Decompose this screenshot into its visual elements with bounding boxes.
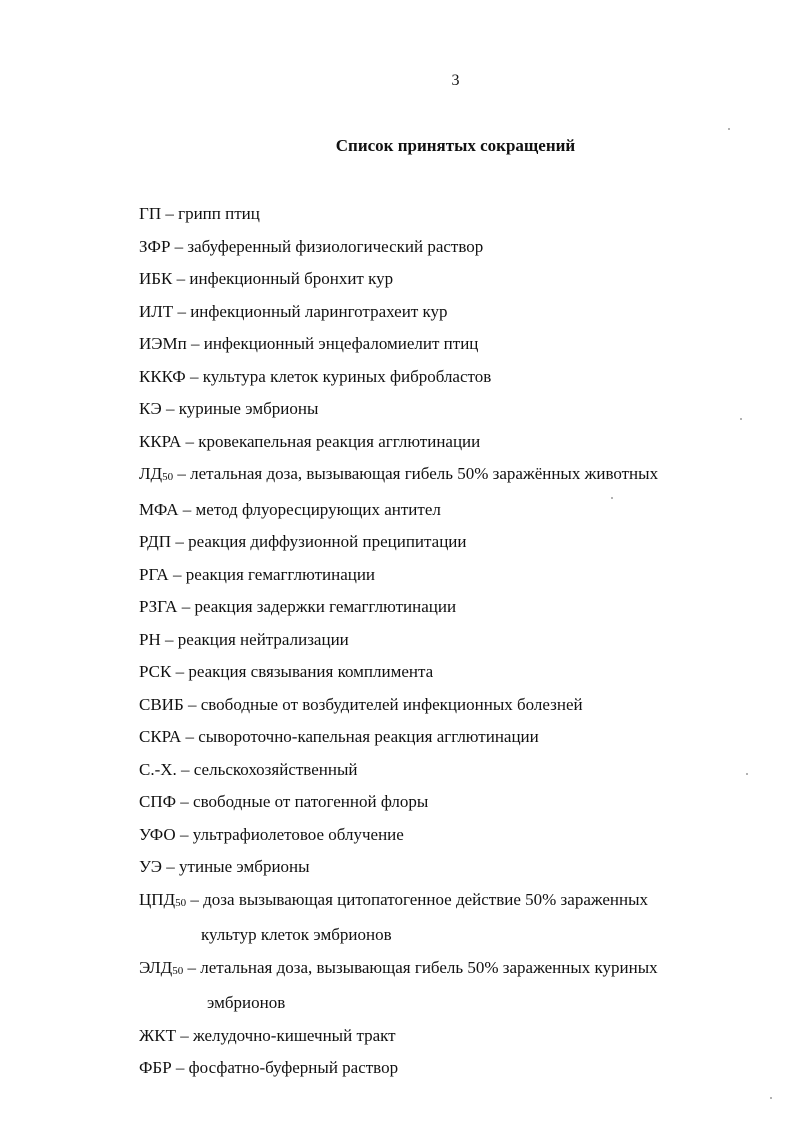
list-item: ЖКТ – желудочно-кишечный тракт [139, 1025, 396, 1045]
abbreviation: РГА [139, 564, 169, 584]
page-title: Список принятых сокращений [335, 136, 576, 155]
definition: доза вызывающая цитопатогенное действие 50% зараженных [203, 889, 649, 909]
definition: утиные эмбрионы [179, 857, 310, 876]
list-item: СКРА – сывороточно-капельная реакция агглютинации [139, 727, 539, 746]
abbreviation: ЗФР [139, 236, 171, 256]
list-item: С.-Х. – сельскохозяйственный [139, 759, 358, 779]
abbreviation: РН [139, 629, 161, 649]
list-item: МФА – метод флуоресцирующих антител [139, 499, 441, 519]
list-item: РЗГА – реакция задержки гемагглютинации [139, 597, 457, 616]
list-item: ЛД50 – летальная доза, вызывающая гибель 50% заражённых животных [139, 464, 659, 483]
abbreviation-subscript: 50 [175, 896, 187, 909]
definition: кровекапельная реакция агглютинации [198, 431, 481, 451]
definition: реакция задержки гемагглютинации [194, 597, 457, 616]
definition: реакция связывания комплимента [188, 662, 434, 681]
list-item: СПФ – свободные от патогенной флоры [139, 792, 429, 811]
definition: свободные от патогенной флоры [193, 792, 429, 811]
abbreviation: РСК [139, 662, 172, 681]
definition: грипп птиц [178, 204, 260, 223]
list-item: РСК – реакция связывания комплимента [139, 662, 434, 681]
abbreviation: КЭ [139, 399, 162, 418]
list-item: ЦПД50 – доза вызывающая цитопатогенное действие 50% зараженных культур клеток эмбрионов [139, 884, 749, 952]
list-item: КЭ – куриные эмбрионы [139, 399, 319, 418]
abbreviation: УЭ [139, 857, 163, 876]
definition: инфекционный энцефаломиелит птиц [203, 334, 479, 353]
scan-speck [728, 128, 730, 130]
scan-speck [740, 418, 742, 420]
definition: сельскохозяйственный [193, 759, 358, 779]
list-item: ККРА – кровекапельная реакция агглютинации [139, 431, 481, 451]
list-item: УФО – ультрафиолетовое облучение [139, 824, 404, 844]
definition: реакция диффузионной преципитации [188, 532, 467, 551]
definition: ультрафиолетовое облучение [192, 824, 404, 844]
scan-speck [746, 773, 748, 775]
abbreviation: СВИБ [139, 694, 184, 714]
abbreviation: ИБК [139, 269, 173, 288]
abbreviation: РЗГА [139, 597, 178, 616]
abbreviation: ЛД [139, 464, 163, 483]
abbreviation: СКРА [139, 727, 182, 746]
definition: забуференный физиологический раствор [187, 236, 484, 256]
definition: фосфатно-буферный раствор [188, 1058, 399, 1077]
list-item: ИЛТ – инфекционный ларинготрахеит кур [139, 301, 448, 321]
abbreviation: КККФ [139, 366, 186, 386]
list-item: КККФ – культура клеток куриных фибробластов [139, 366, 492, 386]
list-item: РН – реакция нейтрализации [139, 629, 349, 649]
scan-speck [770, 1097, 772, 1099]
definition: летальная доза, вызывающая гибель 50% зараженных куриных [200, 957, 658, 977]
list-item: РГА – реакция гемагглютинации [139, 564, 376, 584]
abbreviation: ЖКТ [139, 1025, 176, 1045]
definition: летальная доза, вызывающая гибель 50% заражённых животных [190, 464, 659, 483]
list-item: СВИБ – свободные от возбудителей инфекционных болезней [139, 694, 583, 714]
definition: свободные от возбудителей инфекционных болезней [200, 694, 583, 714]
list-item: ГП – грипп птиц [139, 204, 260, 223]
definition: куриные эмбрионы [178, 399, 319, 418]
list-item: ЭЛД50 – летальная доза, вызывающая гибель 50% зараженных куриных эмбрионов [139, 952, 749, 1020]
abbreviation: ФБР [139, 1058, 172, 1077]
scan-speck [611, 497, 613, 499]
abbreviation: МФА [139, 499, 179, 519]
abbreviation: ГП [139, 204, 162, 223]
list-item: ИЭМп – инфекционный энцефаломиелит птиц [139, 334, 479, 353]
definition: реакция нейтрализации [177, 629, 349, 649]
list-item: УЭ – утиные эмбрионы [139, 857, 310, 876]
page-number: 3 [451, 72, 460, 89]
abbreviation-subscript: 50 [162, 471, 174, 483]
abbreviation: С.-Х. [139, 759, 177, 779]
abbreviation: ИЭМп [139, 334, 187, 353]
definition: сывороточно-капельная реакция агглютинации [198, 727, 539, 746]
abbreviation: ЭЛД [139, 957, 173, 977]
abbreviation: УФО [139, 824, 176, 844]
abbreviation: РДП [139, 532, 172, 551]
list-item: ФБР – фосфатно-буферный раствор [139, 1058, 399, 1077]
definition-continuation: эмбрионов [207, 993, 286, 1012]
abbreviation-list [139, 198, 749, 1085]
definition: инфекционный бронхит кур [189, 269, 394, 288]
list-item: ИБК – инфекционный бронхит кур [139, 269, 394, 288]
definition: метод флуоресцирующих антител [195, 499, 441, 519]
list-item: ЗФР – забуференный физиологический раствор [139, 236, 484, 256]
definition: реакция гемагглютинации [185, 564, 376, 584]
abbreviation: ЦПД [139, 889, 176, 909]
definition: инфекционный ларинготрахеит кур [190, 301, 448, 321]
definition-continuation: культур клеток эмбрионов [201, 925, 392, 944]
abbreviation: СПФ [139, 792, 177, 811]
abbreviation: ККРА [139, 431, 182, 451]
abbreviation-subscript: 50 [172, 964, 184, 977]
definition: желудочно-кишечный тракт [192, 1025, 396, 1045]
list-item: РДП – реакция диффузионной преципитации [139, 532, 467, 551]
abbreviation: ИЛТ [139, 301, 174, 321]
definition: культура клеток куриных фибробластов [202, 366, 492, 386]
